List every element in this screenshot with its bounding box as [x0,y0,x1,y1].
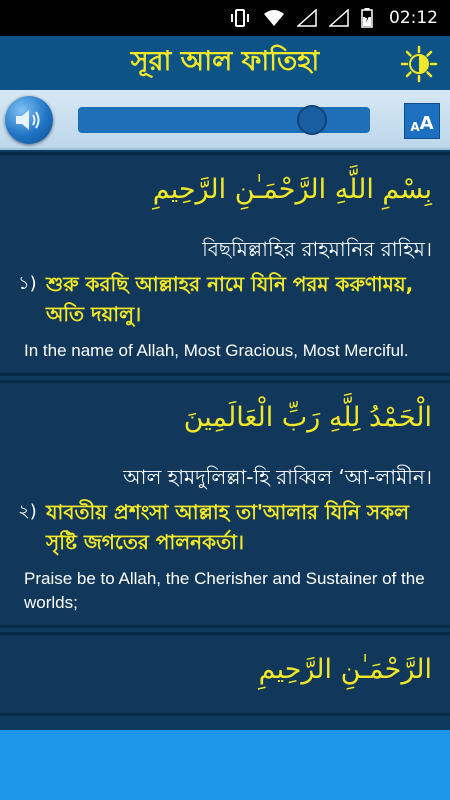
seek-bar-thumb[interactable] [297,105,327,135]
ayah-bangla-meaning: শুরু করছি আল্লাহর নামে যিনি পরম করুণাময়, অতি দয়ালু। [46,272,414,326]
ayah-card[interactable] [0,632,450,716]
font-size-icon-small: A [410,120,420,134]
clock-time: 02:12 [389,8,438,28]
ayah-arabic-text: الرَّحْمَـٰنِ الرَّحِيمِ [258,654,432,685]
ayah-english-meaning: In the name of Allah, Most Gracious, Most Merciful. [24,341,409,360]
sun-moon-icon [400,45,438,83]
ayah-number: ১) [18,273,37,294]
page-title: সূরা আল ফাতিহা [130,45,320,77]
theme-toggle-button[interactable] [400,45,438,83]
speaker-icon [14,107,44,133]
signal-icon [297,9,317,27]
bottom-banner [0,730,450,800]
ayah-bangla-row [18,497,432,557]
ayah-list[interactable] [0,152,450,730]
ayah-card[interactable] [0,152,450,376]
ayah-number: ২) [18,501,37,522]
ayah-arabic-text: بِسْمِ اللَّهِ الرَّحْمَـٰنِ الرَّحِيمِ [152,174,432,205]
vibrate-icon [229,9,251,27]
font-size-icon-big: A [419,113,434,134]
signal-icon [329,9,349,27]
wifi-icon [263,9,285,27]
title-bar [0,36,450,90]
battery-icon [361,8,373,28]
ayah-english-meaning: Praise be to Allah, the Cherisher and Sustainer of the worlds; [24,569,425,612]
ayah-arabic-text: الْحَمْدُ لِلَّهِ رَبِّ الْعَالَمِينَ [183,402,432,433]
ayah-card[interactable] [0,380,450,628]
status-bar [0,0,450,36]
ayah-transliteration: বিছমিল্লাহির রাহমানির রাহিম। [202,237,432,261]
ayah-bangla-row [18,269,432,329]
play-audio-button[interactable] [5,96,53,144]
ayah-transliteration: আল হামদুলিল্লা-হি রাব্বিল ‘আ-লামীন। [123,465,432,489]
ayah-bangla-meaning: যাবতীয় প্রশংসা আল্লাহ তা'আলার যিনি সকল সৃষ্টি জগতের পালনকর্তা। [46,500,409,554]
font-size-button[interactable] [404,103,440,139]
